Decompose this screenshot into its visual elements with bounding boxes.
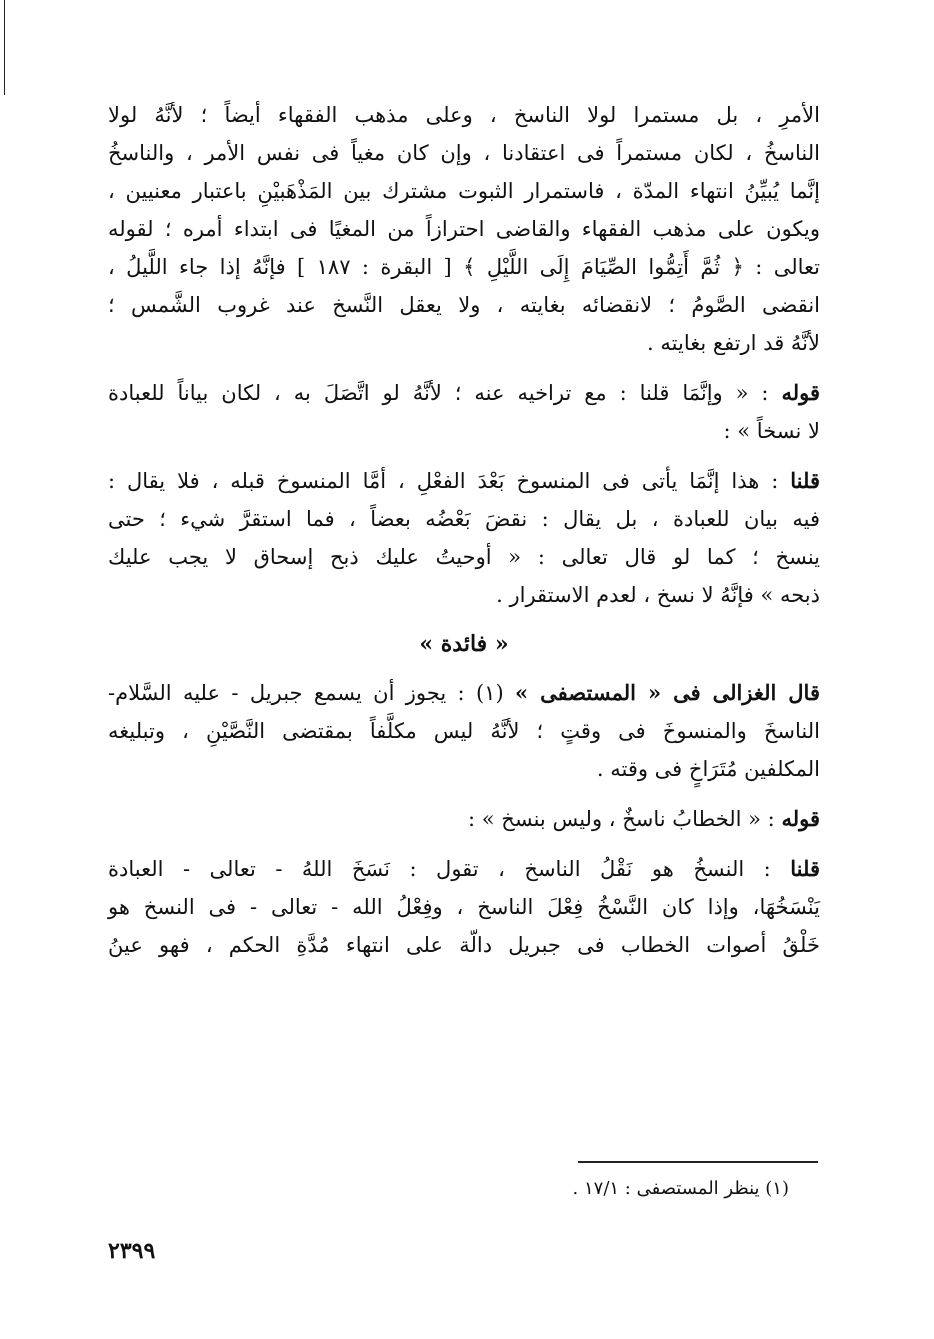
text-run: (١) : يجوز أن يسمع جبريل - عليه السَّلام- xyxy=(108,681,504,705)
text-run: : هذا إنَّمَا يأتى فى المنسوخ بَعْدَ الفعْلِ ، أمَّا المنسوخ قبله ، فلا يقال : xyxy=(108,469,779,493)
page-number: ٢٣٩٩ xyxy=(108,1238,156,1264)
paragraph-5 xyxy=(108,800,820,838)
footnote: (١) ينظر المستصفى : ١٧/١ . xyxy=(572,1178,789,1199)
text-line xyxy=(108,674,820,712)
paragraph-2 xyxy=(108,374,820,450)
paragraph-6 xyxy=(108,850,820,964)
paragraph-lead: قوله xyxy=(781,806,820,831)
text-line: الناسخُ ، لكان مستمراً فى اعتقادنا ، وإن كان مغياً فى نفس الأمر ، والناسخُ xyxy=(108,141,820,165)
section-heading: « فائدة » xyxy=(419,631,509,657)
text-line: ويكون على مذهب الفقهاء والقاضى احترازاً من المغيًا فى ابتداء أمره ؛ لقوله xyxy=(108,217,820,241)
paragraph-lead: قال الغزالى فى « المستصفى » xyxy=(515,680,820,705)
text-line: فيه بيان للعبادة ، بل يقال : نقضَ بَعْضُه بعضاً ، فما استقرَّ شيء ؛ حتى xyxy=(108,507,820,531)
page-edge-line xyxy=(4,0,5,95)
text-line: الأمرِ ، بل مستمرا لولا الناسخ ، وعلى مذهب الفقهاء أيضاً ؛ لأنَّهُ لولا xyxy=(108,103,820,127)
text-run: : النسخُ هو نَقْلُ الناسخ ، تقول : نَسَخَ اللهُ - تعالى - العبادة xyxy=(108,857,771,881)
spacer xyxy=(108,788,820,800)
page-body xyxy=(108,96,820,964)
paragraph-3 xyxy=(108,462,820,614)
spacer xyxy=(108,362,820,374)
text-line: انقضى الصَّومُ ؛ لانقضائه بغايته ، ولا يعقل النَّسخ عند غروب الشَّمس ؛ xyxy=(108,293,820,317)
spacer xyxy=(108,450,820,462)
text-line: ذبحه » فإنَّهُ لا نسخ ، لعدم الاستقرار . xyxy=(496,583,820,607)
text-line: خَلْقُ أصوات الخطاب فى جبريل دالّة على انتهاء مُدَّةِ الحكم ، فهو عينُ xyxy=(108,933,820,957)
paragraph-lead: قوله xyxy=(781,380,820,405)
paragraph-lead: قلنا xyxy=(790,468,820,493)
paragraph-1 xyxy=(108,96,820,362)
paragraph-lead: قلنا xyxy=(790,856,820,881)
text-run: : « وإنَّمَا قلنا : مع تراخيه عنه ؛ لأنَّهُ لو اتَّصَلَ به ، لكان بياناً للعبادة xyxy=(108,381,769,405)
text-line: يَنْسَخُهَا، وإذا كان النَّسْخُ فِعْلَ الناسخ ، وفِعْلُ الله - تعالى - فى النسخ هو xyxy=(108,895,820,919)
text-line: لا نسخاً » : xyxy=(723,419,820,443)
text-line xyxy=(108,462,820,500)
spacer xyxy=(108,614,820,622)
text-line: لأنَّهُ قد ارتفع بغايته . xyxy=(647,331,820,355)
text-line xyxy=(108,800,820,838)
text-run: : « الخطابُ ناسخٌ ، وليس بنسخ » : xyxy=(468,807,775,831)
text-line: المكلفين مُتَرَاخٍ فى وقته . xyxy=(596,757,820,781)
spacer xyxy=(108,666,820,674)
text-line: إنَّما يُبيِّنُ انتهاء المدّة ، فاستمرار الثبوت مشترك بين المَذْهَبيْنِ باعتبار معنيين ، xyxy=(108,179,820,203)
spacer xyxy=(108,838,820,850)
footnote-separator xyxy=(578,1161,818,1163)
text-line: الناسخَ والمنسوخَ فى وقتٍ ؛ لأنَّهُ ليس مكلَّفاً بمقتضى النَّصَّيْنِ ، وتبليغه xyxy=(108,719,820,743)
text-line: ينسخ ؛ كما لو قال تعالى : « أوحيتُ عليك ذبح إسحاق لا يجب عليك xyxy=(108,545,820,569)
text-line xyxy=(108,374,820,412)
text-line xyxy=(108,850,820,888)
text-line: تعالى : ﴿ ثُمَّ أَتِمُّوا الصِّيَامَ إِلَى اللَّيْلِ ﴾ [ البقرة : ١٨٧ ] فإنَّهُ إذا جاء اللَّيلُ ، xyxy=(108,255,821,279)
paragraph-4 xyxy=(108,674,820,788)
